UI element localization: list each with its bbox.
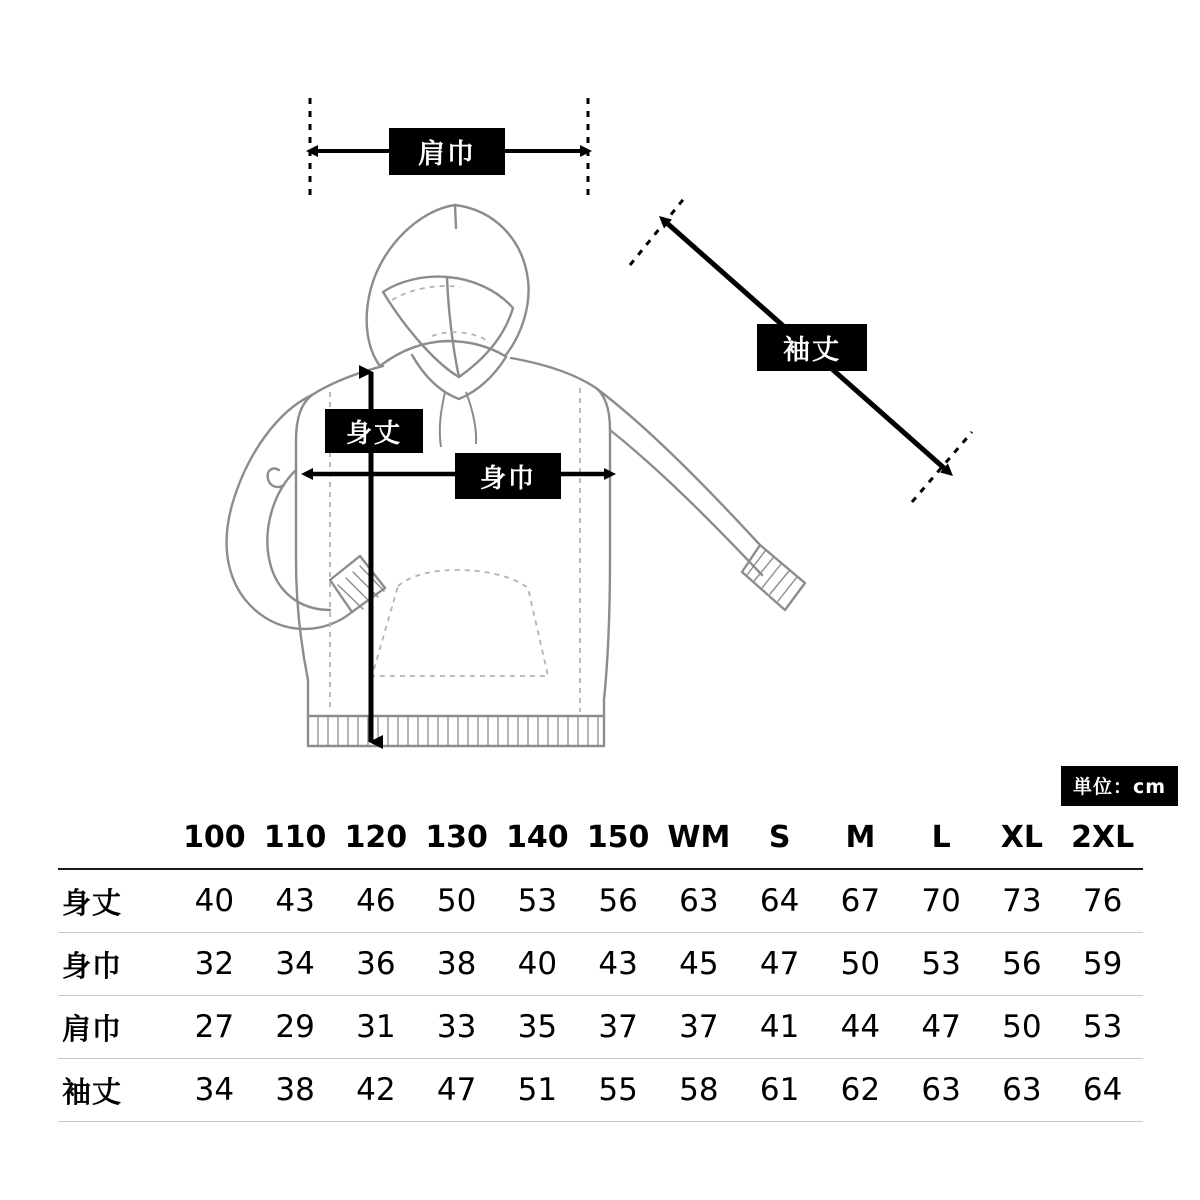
table-cell: 63 [659,869,740,933]
table-cell: 33 [416,996,497,1059]
table-cell: 64 [739,869,820,933]
size-table-container [58,806,1143,1122]
table-cell: 73 [982,869,1063,933]
column-header: 130 [416,806,497,869]
table-cell: 64 [1062,1059,1143,1122]
table-cell: 34 [174,1059,255,1122]
table-header-row [58,806,1143,869]
table-cell: 44 [820,996,901,1059]
table-row [58,1059,1143,1122]
table-cell: 41 [739,996,820,1059]
column-header: XL [982,806,1063,869]
column-header: 140 [497,806,578,869]
table-cell: 37 [578,996,659,1059]
row-header: 袖丈 [58,1059,174,1122]
table-cell: 40 [174,869,255,933]
table-cell: 42 [336,1059,417,1122]
table-cell: 36 [336,933,417,996]
table-cell: 38 [255,1059,336,1122]
table-cell: 47 [739,933,820,996]
column-header: WM [659,806,740,869]
table-cell: 53 [901,933,982,996]
table-cell: 61 [739,1059,820,1122]
table-cell: 35 [497,996,578,1059]
table-cell: 55 [578,1059,659,1122]
table-cell: 59 [1062,933,1143,996]
table-cell: 50 [820,933,901,996]
table-cell: 31 [336,996,417,1059]
table-cell: 47 [416,1059,497,1122]
table-cell: 76 [1062,869,1143,933]
table-cell: 58 [659,1059,740,1122]
table-cell: 45 [659,933,740,996]
table-cell: 34 [255,933,336,996]
table-cell: 50 [982,996,1063,1059]
table-cell: 29 [255,996,336,1059]
shoulder-width-label: 肩巾 [389,128,505,175]
hood-drawstrings [440,392,476,447]
row-header: 身巾 [58,933,174,996]
table-cell: 67 [820,869,901,933]
size-table-body [58,869,1143,1122]
column-header: S [739,806,820,869]
table-row [58,933,1143,996]
table-cell: 62 [820,1059,901,1122]
sleeve-length-label: 袖丈 [757,324,867,371]
table-cell: 50 [416,869,497,933]
table-cell: 53 [1062,996,1143,1059]
column-header: 100 [174,806,255,869]
table-cell: 47 [901,996,982,1059]
table-cell: 43 [255,869,336,933]
table-cell: 37 [659,996,740,1059]
table-cell: 51 [497,1059,578,1122]
table-cell: 63 [982,1059,1063,1122]
size-table-head [58,806,1143,869]
table-cell: 43 [578,933,659,996]
table-cell: 70 [901,869,982,933]
column-header: 2XL [1062,806,1143,869]
table-cell: 38 [416,933,497,996]
table-cell: 56 [578,869,659,933]
column-header: L [901,806,982,869]
table-row [58,996,1143,1059]
size-table [58,806,1143,1122]
table-row [58,869,1143,933]
table-cell: 63 [901,1059,982,1122]
row-header: 肩巾 [58,996,174,1059]
body-width-label: 身巾 [455,453,561,499]
table-cell: 27 [174,996,255,1059]
column-header: 120 [336,806,417,869]
table-cell: 46 [336,869,417,933]
table-cell: 56 [982,933,1063,996]
table-cell: 40 [497,933,578,996]
table-cell: 53 [497,869,578,933]
column-header: 150 [578,806,659,869]
column-header: 110 [255,806,336,869]
row-header: 身丈 [58,869,174,933]
body-length-label: 身丈 [325,409,423,453]
table-cell: 32 [174,933,255,996]
unit-badge: 単位：cm [1061,766,1178,806]
table-corner-cell [58,806,174,869]
column-header: M [820,806,901,869]
